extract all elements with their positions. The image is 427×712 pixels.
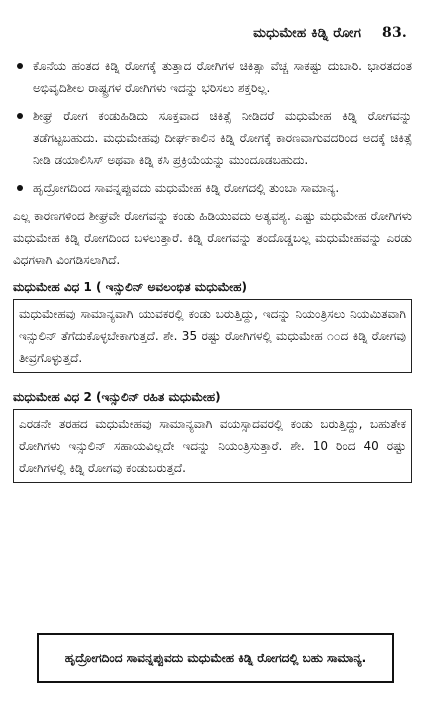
bullet-item: ಹೃದ್ರೋಗದಿಂದ ಸಾವನ್ನಪ್ಪುವದು ಮಧುಮೇಹ ಕಿಡ್ನಿ ರೋಗದಲ್ಲಿ ತುಂಬಾ ಸಾಮಾನ್ಯ.	[13, 177, 412, 199]
type2-box	[13, 409, 412, 483]
type2-paragraph: ಎರಡನೇ ತರಹದ ಮಧುಮೇಹವು ಸಾಮಾನ್ಯವಾಗಿ ವಯಸ್ಸಾದವರಲ್ಲಿ ಕಂಡು ಬರುತ್ತಿದ್ದು, ಬಹುತೇಕ ರೋಗಿಗಳು ಇನ್ಸುಲಿನ್ ಸಹಾಯವಿಲ್ಲದೇ ಇದನ್ನು ನಿಯಂತ್ರಿಸುತ್ತಾರೆ. ಶೇ. 10 ರಿಂದ 40 ರಷ್ಟು ರೋಗಿಗಳಲ್ಲಿ ಕಿಡ್ನಿ ರೋಗವು ಕಂಡುಬರುತ್ತದೆ.	[19, 417, 406, 475]
intro-paragraph: ಎಲ್ಲ ಕಾರಣಗಳಿಂದ ಶೀಘ್ರವೇ ರೋಗವನ್ನು ಕಂಡು ಹಿಡಿಯುವದು ಅತ್ಯವಶ್ಯ. ಎಷ್ಟು ಮಧುಮೇಹ ರೋಗಿಗಳು ಮಧುಮೇಹ ಕಿಡ್ನಿ ರೋಗದಿಂದ ಬಳಲುತ್ತಾರೆ. ಕಿಡ್ನಿ ರೋಗವನ್ನು ತಂದೊಡ್ಡಬಲ್ಲ ಮಧುಮೇಹವನ್ನು ಎರಡು ವಿಧಗಳಾಗಿ ವಿಂಗಡಿಸಲಾಗಿದೆ.	[13, 209, 412, 267]
callout-text: ಹೃದ್ರೋಗದಿಂದ ಸಾವನ್ನಪ್ಪುವದು ಮಧುಮೇಹ ಕಿಡ್ನಿ ರೋಗದಲ್ಲಿ ಬಹು ಸಾಮಾನ್ಯ.	[64, 651, 367, 665]
page-number: 83.	[382, 25, 407, 41]
bullet-item: ಕೊನೆಯ ಹಂತದ ಕಿಡ್ನಿ ರೋಗಕ್ಕೆ ತುತ್ತಾದ ರೋಗಿಗಳ ಚಿಕಿತ್ಸಾ ವೆಚ್ಚ ಸಾಕಷ್ಟು ದುಬಾರಿ. ಭಾರತದಂತ ಅಭಿವೃದಿಶೀಲ ರಾಷ್ಟ್ರಗಳ ರೋಗಿಗಳು ಇದನ್ನು ಭರಿಸಲು ಶಕ್ತರಿಲ್ಲ.	[13, 55, 412, 99]
running-header	[20, 25, 407, 41]
running-title: ಮಧುಮೇಹ ಕಿಡ್ನಿ ರೋಗ	[253, 25, 362, 41]
bullet-item: ಶೀಘ್ರ ರೋಗ ಕಂಡುಹಿಡಿದು ಸೂಕ್ತವಾದ ಚಿಕಿತ್ಸೆ ನೀಡಿದರೆ ಮಧುಮೇಹ ಕಿಡ್ನಿ ರೋಗವನ್ನು ತಡೆಗಟ್ಟಬಹುದು. ಮಧುಮೇಹವು ದೀರ್ಘಕಾಲಿನ ಕಿಡ್ನಿ ರೋಗಕ್ಕೆ ಕಾರಣವಾಗುವದರಿಂದ ಅದಕ್ಕೆ ಚಿಕಿತ್ಸೆ ನೀಡಿ ಡಯಾಲಿಸಿಸ್ ಅಥವಾ ಕಿಡ್ನಿ ಕಸಿ ಪ್ರಕ್ರಿಯೆಯನ್ನು ಮುಂದೂಡಬಹುದು.	[13, 105, 412, 171]
type1-paragraph: ಮಧುಮೇಹವು ಸಾಮಾನ್ಯವಾಗಿ ಯುವಕರಲ್ಲಿ ಕಂಡು ಬರುತ್ತಿದ್ದು, ಇದನ್ನು ನಿಯಂತ್ರಿಸಲು ನಿಯಮಿತವಾಗಿ ಇನ್ಸುಲಿನ್ ತೆಗೆದುಕೊಳ್ಳಬೇಕಾಗುತ್ತದೆ. ಶೇ. 35 ರಷ್ಟು ರೋಗಿಗಳಲ್ಲಿ ಮಧುಮೇಹ ೧೦ದ ಕಿಡ್ನಿ ರೋಗವು ತೀವ್ರಗೊಳ್ಳುತ್ತದೆ.	[19, 307, 406, 365]
type1-box	[13, 299, 412, 373]
page-content	[13, 55, 412, 497]
callout-box	[37, 633, 394, 683]
type2-heading: ಮಧುಮೇಹ ವಿಧ 2 (ಇನ್ಸುಲಿನ್ ರಹಿತ ಮಧುಮೇಹ)	[13, 390, 221, 404]
type1-heading: ಮಧುಮೇಹ ವಿಧ 1 ( ಇನ್ಸುಲಿನ್ ಅವಲಂಭಿತ ಮಧುಮೇಹ)	[13, 280, 247, 294]
bullet-list	[13, 55, 412, 199]
